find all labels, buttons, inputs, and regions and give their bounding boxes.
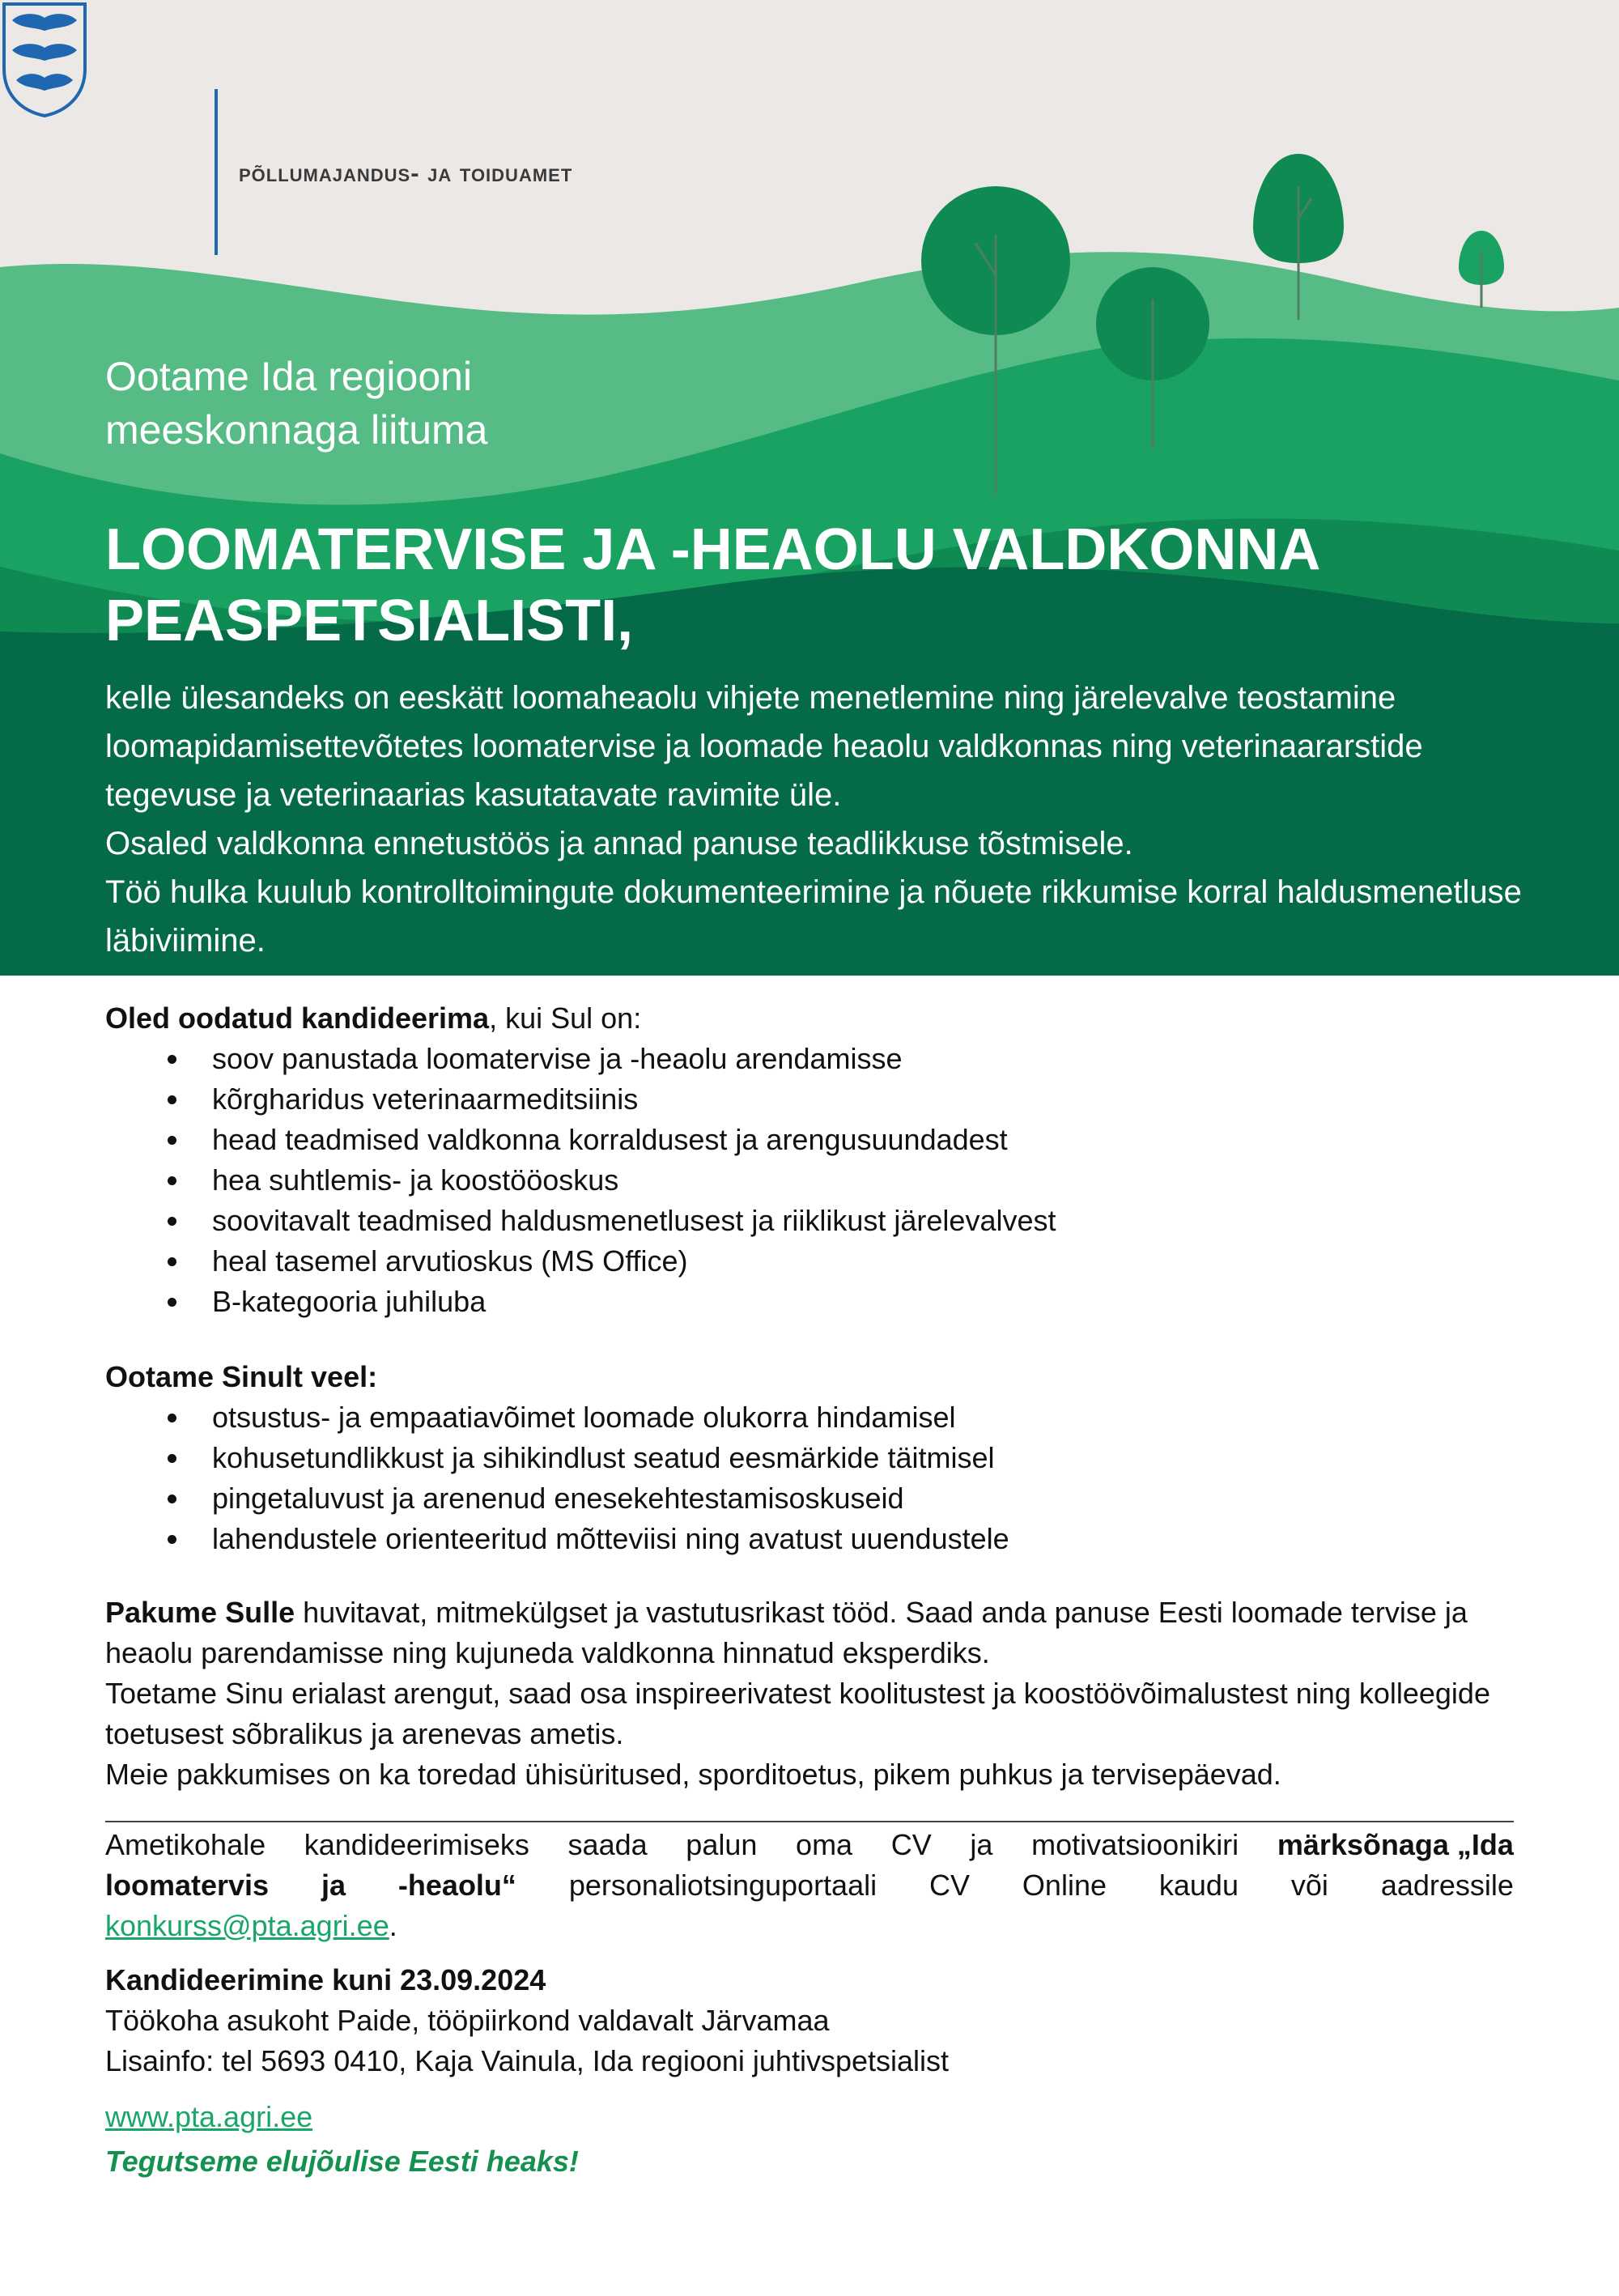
apply-word: Online xyxy=(1022,1869,1107,1902)
apply-word: kaudu xyxy=(1158,1869,1239,1902)
apply-keyword: ja xyxy=(321,1869,346,1902)
offer-lead-bold: Pakume Sulle xyxy=(105,1596,295,1629)
expectations-list xyxy=(105,1397,1514,1559)
slogan: Tegutseme elujõulise Eesti heaks! xyxy=(105,2145,579,2178)
intro-text xyxy=(105,350,672,457)
offer-paragraph xyxy=(105,1592,1514,1673)
intro-line-1: Ootame Ida regiooni xyxy=(105,354,473,399)
apply-word: motivatsioonikiri xyxy=(1031,1828,1239,1861)
apply-word: Ametikohale xyxy=(105,1828,266,1861)
logo-divider xyxy=(215,89,218,255)
hero-banner xyxy=(0,0,1619,976)
application-instructions xyxy=(105,1825,1514,1946)
apply-word: palun xyxy=(686,1828,758,1861)
website-link[interactable]: www.pta.agri.ee xyxy=(105,2100,313,2133)
offer-section xyxy=(105,1592,1514,1795)
expectations-section xyxy=(105,1357,1514,1559)
apply-keyword: -heaolu“ xyxy=(397,1869,516,1902)
list-item: soovitavalt teadmised haldusmenetlusest ja riiklikust järelevalvest xyxy=(105,1201,1514,1241)
contact-info: Lisainfo: tel 5693 0410, Kaja Vainula, Ida regiooni juhtivspetsialist xyxy=(105,2044,950,2077)
application-line-3 xyxy=(105,1906,1514,1946)
list-item: kohusetundlikkust ja sihikindlust seatud eesmärkide täitmisel xyxy=(105,1438,1514,1478)
list-item: soov panustada loomatervise ja -heaolu arendamisse xyxy=(105,1039,1514,1079)
offer-paragraph: Toetame Sinu erialast arengut, saad osa inspireerivatest koolitustest ja koostöövõimalustest ning kolleegide toetusest sõbralikus ja arenevas ametis. xyxy=(105,1677,1490,1750)
job-description-paragraph: Osaled valdkonna ennetustöös ja annad panuse teadlikkuse tõstmisele. xyxy=(105,826,1133,861)
list-item: kõrgharidus veterinaarmeditsiinis xyxy=(105,1079,1514,1120)
expectations-heading xyxy=(105,1357,1514,1397)
apply-keyword: loomatervis xyxy=(105,1869,270,1902)
section-divider xyxy=(105,1821,1514,1822)
email-suffix: . xyxy=(389,1909,397,1942)
requirements-lead xyxy=(105,998,1514,1039)
requirements-lead-rest: , kui Sul on: xyxy=(489,1001,642,1035)
list-item: head teadmised valdkonna korraldusest ja arengusuundadest xyxy=(105,1120,1514,1160)
intro-line-2: meeskonnaga liituma xyxy=(105,407,488,453)
apply-word: kandideerimiseks xyxy=(304,1828,529,1861)
requirements-lead-bold: Oled oodatud kandideerima xyxy=(105,1001,490,1035)
application-line-1 xyxy=(105,1825,1514,1865)
apply-word: CV xyxy=(890,1828,932,1861)
apply-word: personaliotsinguportaali xyxy=(568,1869,877,1902)
deadline-label-text: Kandideerimine kuni 23.09.2024 xyxy=(105,1963,546,1996)
apply-keyword: märksõnaga „Ida xyxy=(1277,1828,1514,1861)
job-title: LOOMATERVISE JA -HEAOLU VALDKONNA PEASPETSIALISTI, xyxy=(105,517,1319,653)
job-description-paragraph: Töö hulka kuulub kontrolltoimingute dokumenteerimine ja nõuete rikkumise korral haldusmenetluse läbiviimine. xyxy=(105,874,1522,959)
job-description-paragraph: kelle ülesandeks on eeskätt loomaheaolu vihjete menetlemine ning järelevalve teostamine loomapidamisettevõtetes loomatervise ja loomade heaolu valdkonnas ning veterinaararstide tegevuse ja veterinaarias kasutatavate ravimite üle. xyxy=(105,680,1423,813)
estonian-coat-of-arms-logo xyxy=(0,0,89,117)
list-item: lahendustele orienteeritud mõtteviisi ning avatust uuendustele xyxy=(105,1519,1514,1559)
offer-paragraph: Meie pakkumises on ka toredad ühisüritused, sporditoetus, pikem puhkus ja tervisepäevad. xyxy=(105,1758,1281,1791)
requirements-list xyxy=(105,1039,1514,1322)
apply-word: või xyxy=(1290,1869,1328,1902)
agency-name: põllumajandus- ja toiduamet xyxy=(239,159,573,187)
apply-word: aadressile xyxy=(1380,1869,1514,1902)
deadline-label xyxy=(105,1960,1514,2000)
application-line-2 xyxy=(105,1865,1514,1906)
requirements-section xyxy=(105,998,1514,1322)
list-item: heal tasemel arvutioskus (MS Office) xyxy=(105,1241,1514,1282)
list-item: pingetaluvust ja arenenud enesekehtestamisoskuseid xyxy=(105,1478,1514,1519)
offer-lead-rest: huvitavat, mitmekülgset ja vastutusrikast tööd. Saad anda panuse Eesti loomade tervise ja heaolu parendamisse ning kujuneda valdkonna hinnatud eksperdiks. xyxy=(105,1596,1468,1669)
job-location: Töökoha asukoht Paide, tööpiirkond valdavalt Järvamaa xyxy=(105,2004,830,2037)
list-item: hea suhtlemis- ja koostööoskus xyxy=(105,1160,1514,1201)
list-item: otsustus- ja empaatiavõimet loomade olukorra hindamisel xyxy=(105,1397,1514,1438)
apply-word: oma xyxy=(796,1828,853,1861)
apply-word: CV xyxy=(929,1869,971,1902)
job-description xyxy=(105,674,1546,965)
apply-word: ja xyxy=(970,1828,993,1861)
list-item: B-kategooria juhiluba xyxy=(105,1282,1514,1322)
email-link[interactable]: konkurss@pta.agri.ee xyxy=(105,1909,389,1942)
deadline-section xyxy=(105,1960,1514,2081)
apply-word: saada xyxy=(567,1828,648,1861)
website-line xyxy=(105,2097,312,2137)
expectations-heading-text: Ootame Sinult veel: xyxy=(105,1360,378,1393)
